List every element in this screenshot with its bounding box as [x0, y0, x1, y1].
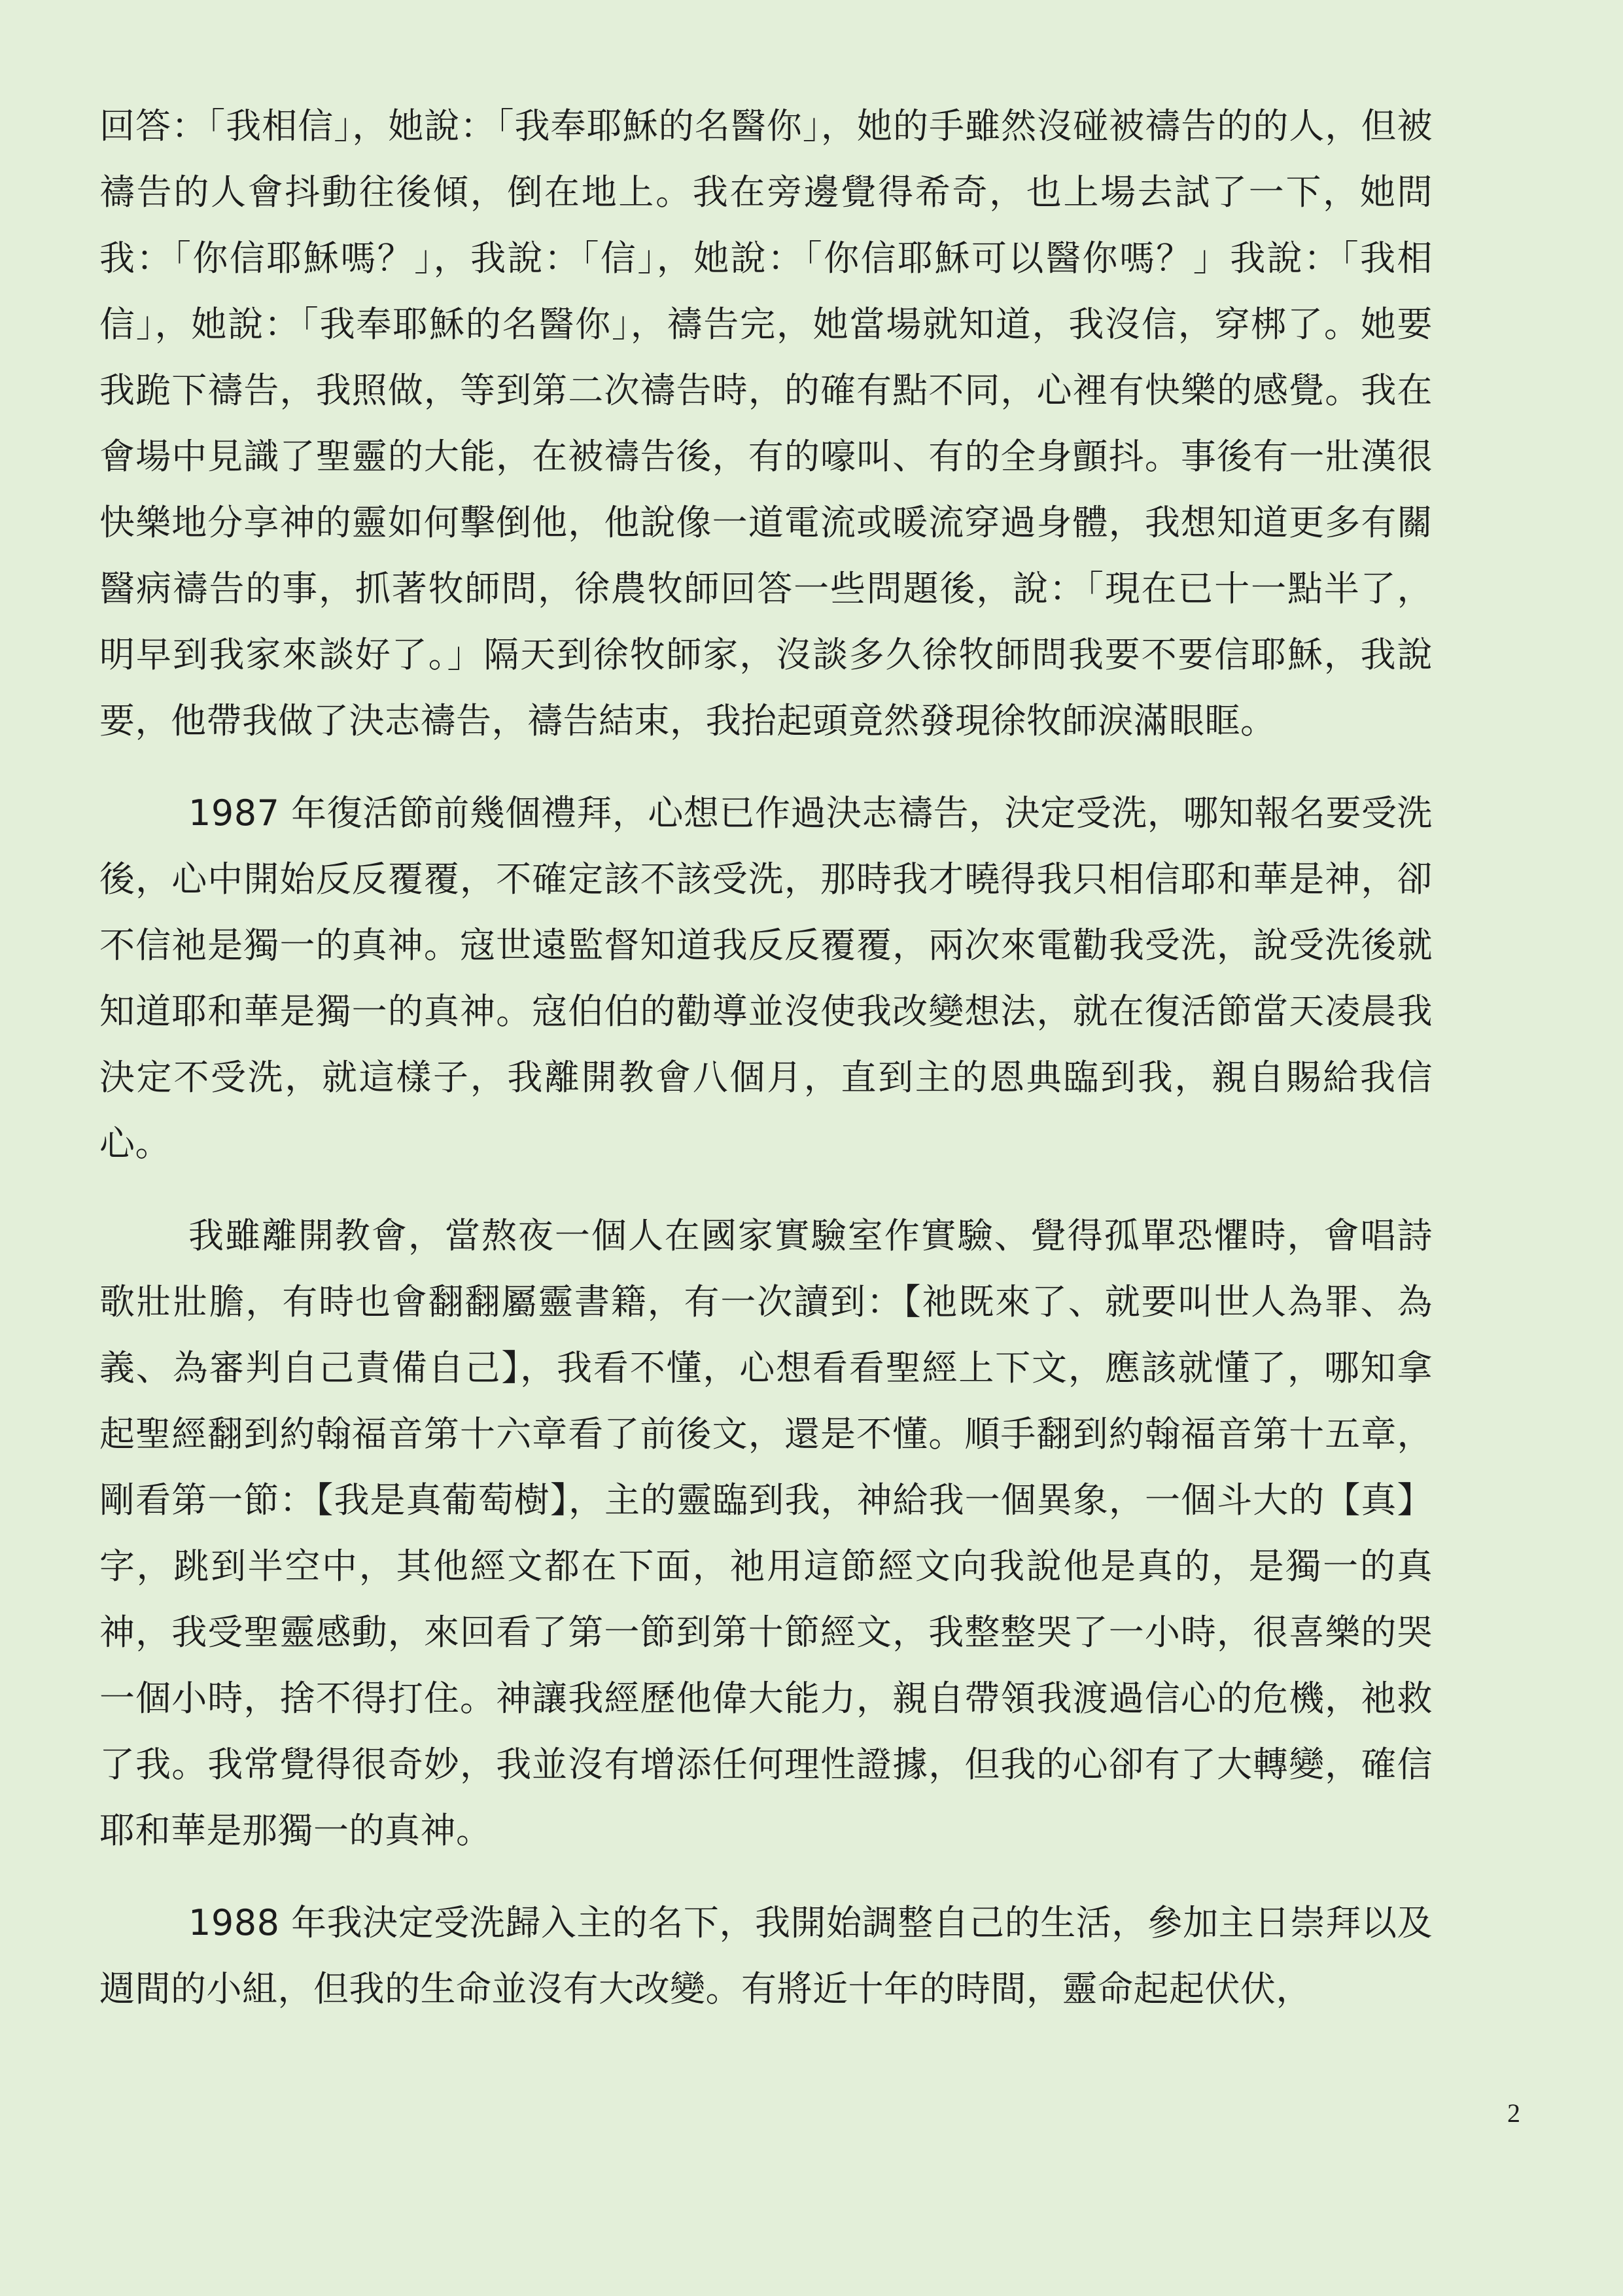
- paragraph-4: 1988 年我決定受洗歸入主的名下，我開始調整自己的生活，參加主日崇拜以及週間的小組，但我的生命並沒有大改變。有將近十年的時間，靈命起起伏伏，: [99, 1902, 1433, 2009]
- page-number: 2: [1507, 2098, 1520, 2128]
- paragraph-2: 1987 年復活節前幾個禮拜，心想已作過決志禱告，決定受洗，哪知報名要受洗後，心中開始反反覆覆，不確定該不該受洗，那時我才曉得我只相信耶和華是神，卻不信祂是獨一的真神。寇世遠監督知道我反反覆覆，兩次來電勸我受洗，說受洗後就知道耶和華是獨一的真神。寇伯伯的勸導並沒使我改變想法，就在復活節當天凌晨我決定不受洗，就這樣子，我離開教會八個月，直到主的恩典臨到我，親自賜給我信心。: [99, 792, 1433, 1164]
- page-body: [99, 93, 1433, 2022]
- paragraph-1: 回答：「我相信」，她說：「我奉耶穌的名醫你」，她的手雖然沒碰被禱告的的人，但被禱告的人會抖動往後傾，倒在地上。我在旁邊覺得希奇，也上場去試了一下，她問我：「你信耶穌嗎？」，我說：「信」，她說：「你信耶穌可以醫你嗎？」我說：「我相信」，她說：「我奉耶穌的名醫你」，禱告完，她當場就知道，我沒信，穿梆了。她要我跪下禱告，我照做，等到第二次禱告時，的確有點不同，心裡有快樂的感覺。我在會場中見識了聖靈的大能，在被禱告後，有的嚎叫、有的全身顫抖。事後有一壯漢很快樂地分享神的靈如何擊倒他，他說像一道電流或暖流穿過身體，我想知道更多有關醫病禱告的事，抓著牧師問，徐農牧師回答一些問題後，說：「現在已十一點半了，明早到我家來談好了。」隔天到徐牧師家，沒談多久徐牧師問我要不要信耶穌，我說要，他帶我做了決志禱告，禱告結束，我抬起頭竟然發現徐牧師淚滿眼眶。: [99, 105, 1433, 741]
- paragraph-3: 我雖離開教會，當熬夜一個人在國家實驗室作實驗、覺得孤單恐懼時，會唱詩歌壯壯膽，有時也會翻翻屬靈書籍，有一次讀到：【祂既來了、就要叫世人為罪、為義、為審判自己責備自己】，我看不懂，心想看看聖經上下文，應該就懂了，哪知拿起聖經翻到約翰福音第十六章看了前後文，還是不懂。順手翻到約翰福音第十五章，剛看第一節：【我是真葡萄樹】，主的靈臨到我，神給我一個異象，一個斗大的【真】字，跳到半空中，其他經文都在下面，祂用這節經文向我說他是真的，是獨一的真神，我受聖靈感動，來回看了第一節到第十節經文，我整整哭了一小時，很喜樂的哭一個小時，捨不得打住。神讓我經歷他偉大能力，親自帶領我渡過信心的危機，祂救了我。我常覺得很奇妙，我並沒有增添任何理性證據，但我的心卻有了大轉變，確信耶和華是那獨一的真神。: [99, 1215, 1433, 1851]
